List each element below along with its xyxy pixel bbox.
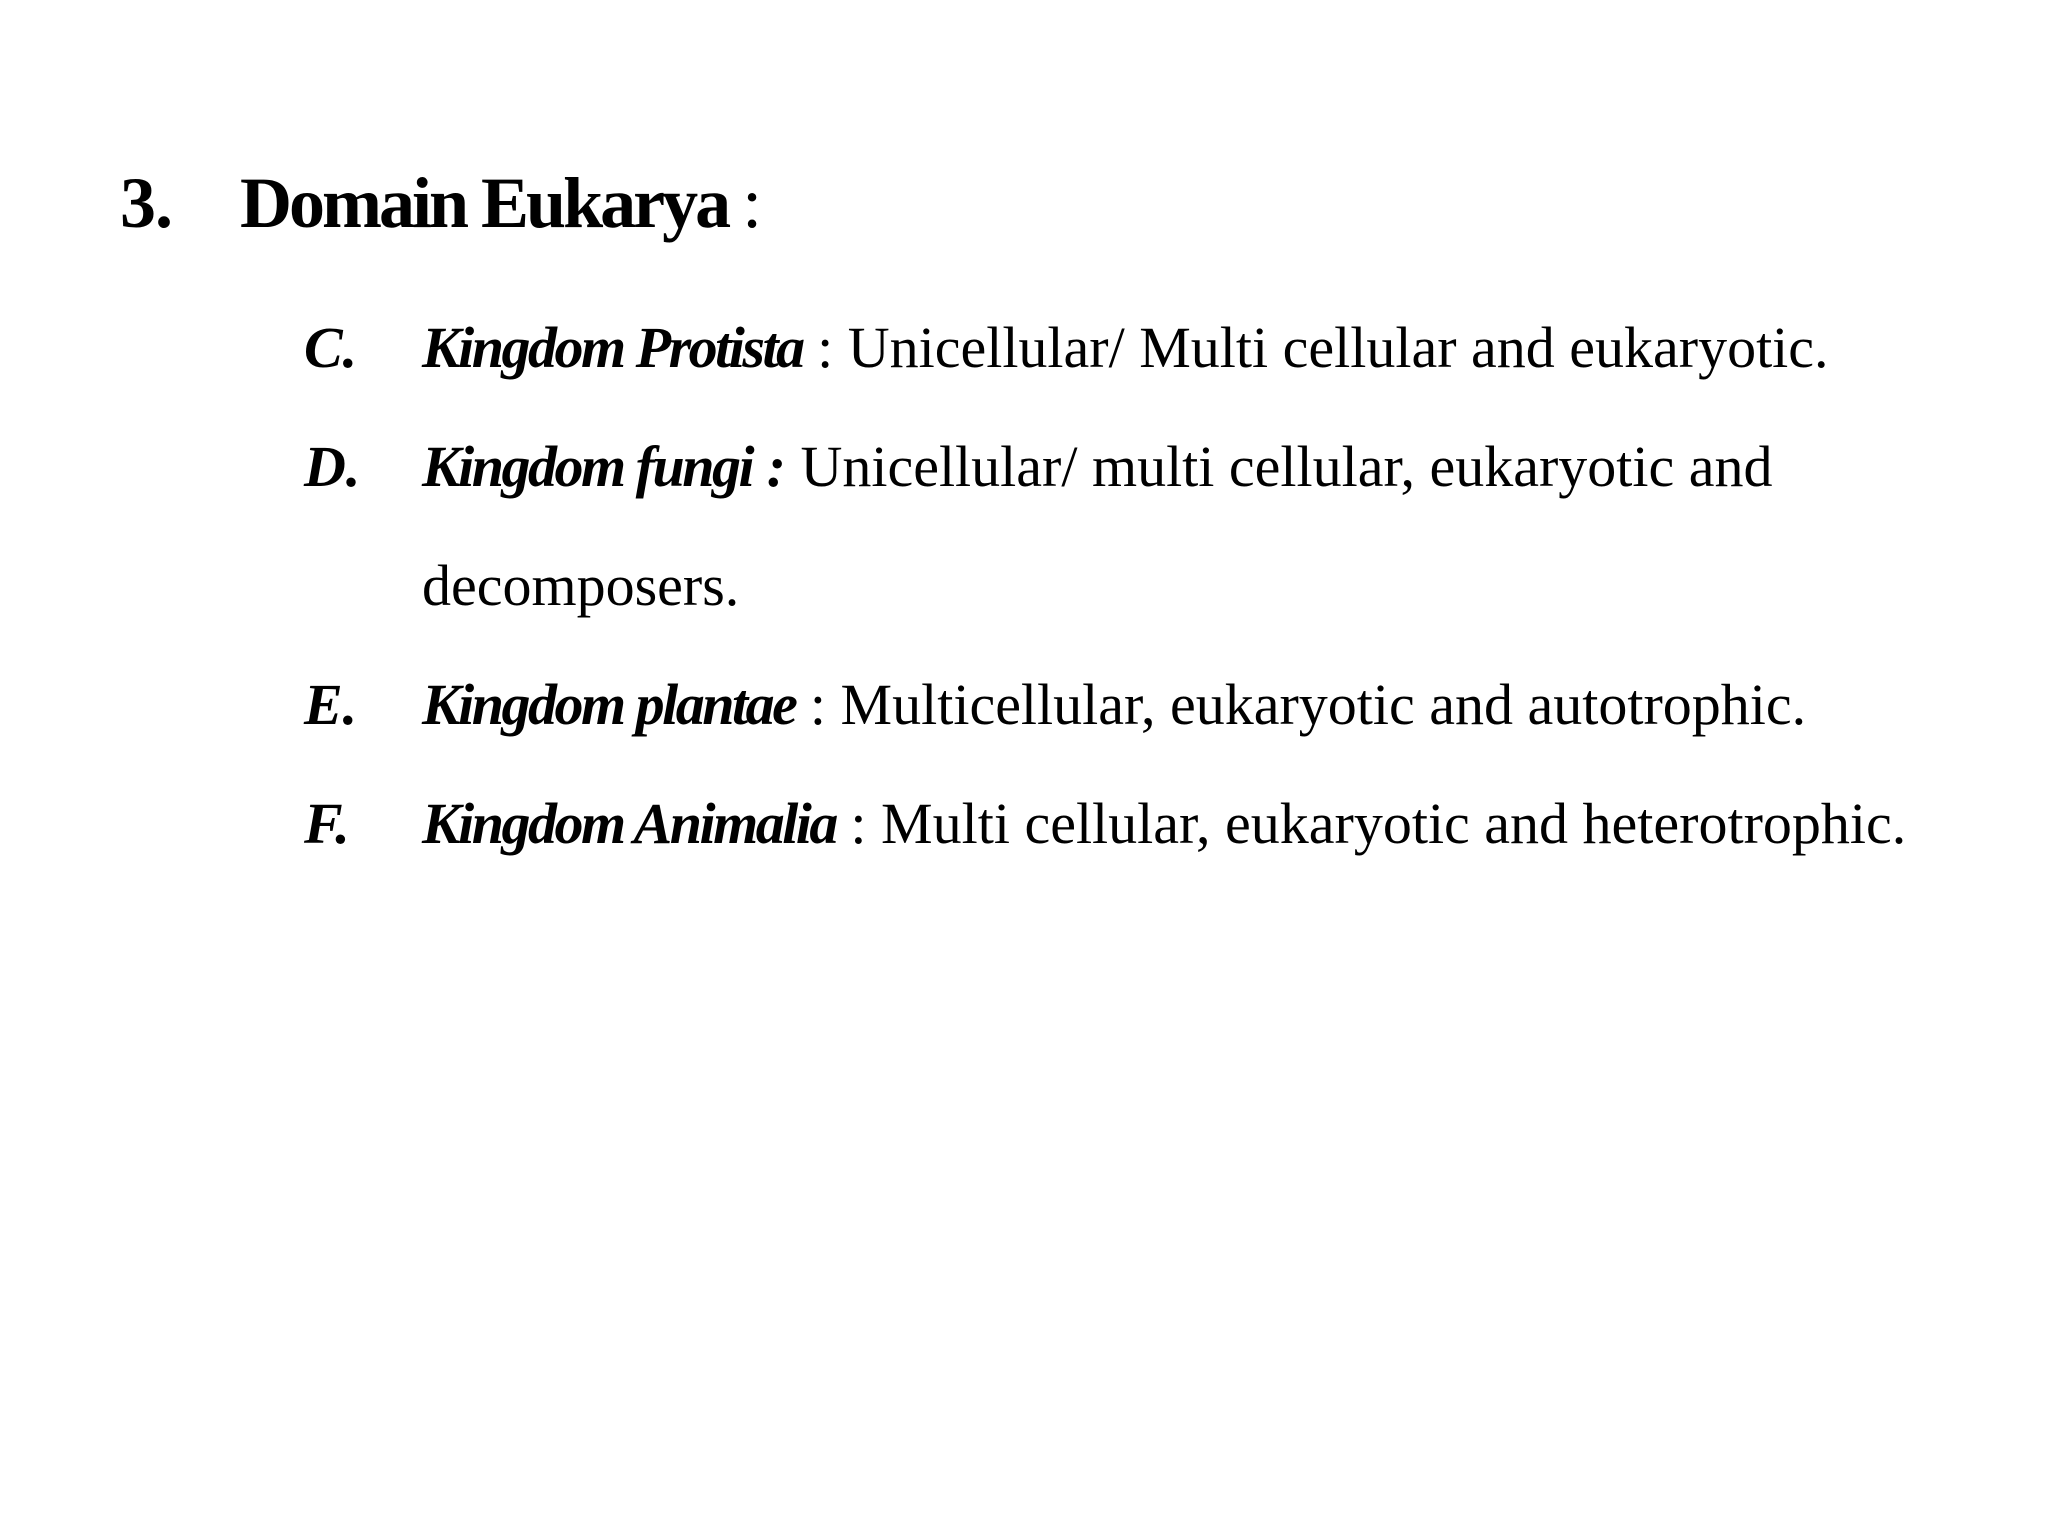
kingdom-letter: E. [304, 672, 358, 737]
kingdom-item-fungi [304, 407, 1944, 645]
kingdom-description: Unicellular/ multi cellular, eukaryotic and decomposers. [422, 434, 1773, 618]
kingdom-separator: : [835, 791, 882, 856]
kingdom-letter: C. [304, 315, 358, 380]
section-title-separator: : [742, 163, 763, 243]
kingdom-item-protista [304, 288, 1944, 407]
kingdom-description: Unicellular/ Multi cellular and eukaryotic. [847, 315, 1829, 380]
kingdom-item-plantae [304, 645, 1944, 764]
kingdom-name: Kingdom Protista [422, 315, 803, 380]
section-number: 3. [120, 163, 172, 243]
kingdom-name: Kingdom fungi [422, 434, 753, 499]
kingdom-separator: : [802, 315, 848, 380]
section-heading [120, 158, 762, 248]
kingdom-separator: : [752, 434, 801, 499]
kingdom-letter: D. [304, 434, 361, 499]
kingdom-item-animalia [304, 764, 1944, 883]
kingdom-name: Kingdom plantae [422, 672, 796, 737]
kingdom-separator: : [795, 672, 841, 737]
kingdom-letter: F. [304, 791, 350, 856]
kingdom-list [304, 288, 1944, 883]
kingdom-description: Multicellular, eukaryotic and autotrophic. [840, 672, 1807, 737]
kingdom-description: Multi cellular, eukaryotic and heterotrophic. [881, 791, 1907, 856]
section-title: Domain Eukarya [240, 163, 729, 243]
kingdom-name: Kingdom Animalia [422, 791, 836, 856]
